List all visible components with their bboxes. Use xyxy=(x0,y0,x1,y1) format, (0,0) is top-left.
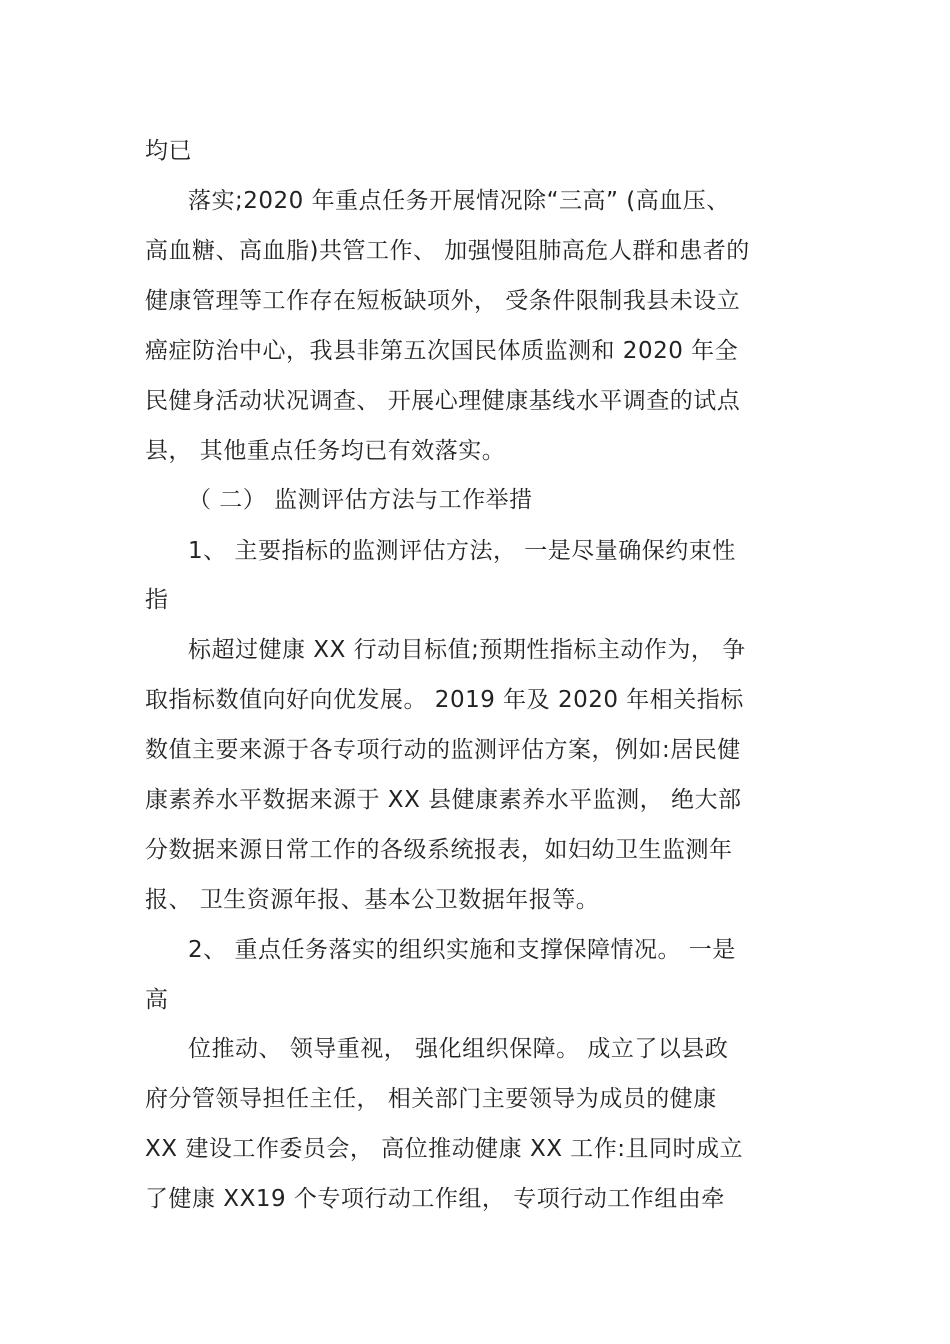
text-line: 了健康 XX19 个专项行动工作组， 专项行动工作组由牵 xyxy=(145,1186,725,1212)
section-heading: （ 二） 监测评估方法与工作举措 xyxy=(188,487,533,513)
text-line: 高 xyxy=(145,987,169,1013)
text-line: 位推动、 领导重视， 强化组织保障。 成立了以县政 xyxy=(188,1036,729,1062)
text-line: 指 xyxy=(145,587,169,613)
text-line: 均已 xyxy=(145,138,192,164)
text-line: 2、 重点任务落实的组织实施和支撑保障情况。 一是 xyxy=(188,937,736,963)
text-line: 县， 其他重点任务均已有效落实。 xyxy=(145,438,506,464)
text-line: 癌症防治中心，我县非第五次国民体质监测和 2020 年全 xyxy=(145,338,739,364)
text-line: 落实;2020 年重点任务开展情况除“三高” (高血压、 xyxy=(188,188,730,214)
text-line: 数值主要来源于各专项行动的监测评估方案，例如:居民健 xyxy=(145,737,741,763)
text-line: 取指标数值向好向优发展。 2019 年及 2020 年相关指标 xyxy=(145,687,744,713)
text-line: XX 建设工作委员会， 高位推动健康 XX 工作:且同时成立 xyxy=(145,1136,744,1162)
text-line: 报、 卫生资源年报、基本公卫数据年报等。 xyxy=(145,887,600,913)
text-line: 分数据来源日常工作的各级系统报表，如妇幼卫生监测年 xyxy=(145,837,733,863)
text-line: 高血糖、高血脂)共管工作、 加强慢阻肺高危人群和患者的 xyxy=(145,238,750,264)
text-line: 康素养水平数据来源于 XX 县健康素养水平监测， 绝大部 xyxy=(145,787,742,813)
text-line: 健康管理等工作存在短板缺项外， 受条件限制我县未设立 xyxy=(145,288,741,314)
text-line: 府分管领导担任主任， 相关部门主要领导为成员的健康 xyxy=(145,1086,717,1112)
text-line: 1、 主要指标的监测评估方法， 一是尽量确保约束性 xyxy=(188,538,736,564)
text-line: 民健身活动状况调查、 开展心理健康基线水平调查的试点 xyxy=(145,388,741,414)
text-line: 标超过健康 XX 行动目标值;预期性指标主动作为， 争 xyxy=(188,637,746,663)
